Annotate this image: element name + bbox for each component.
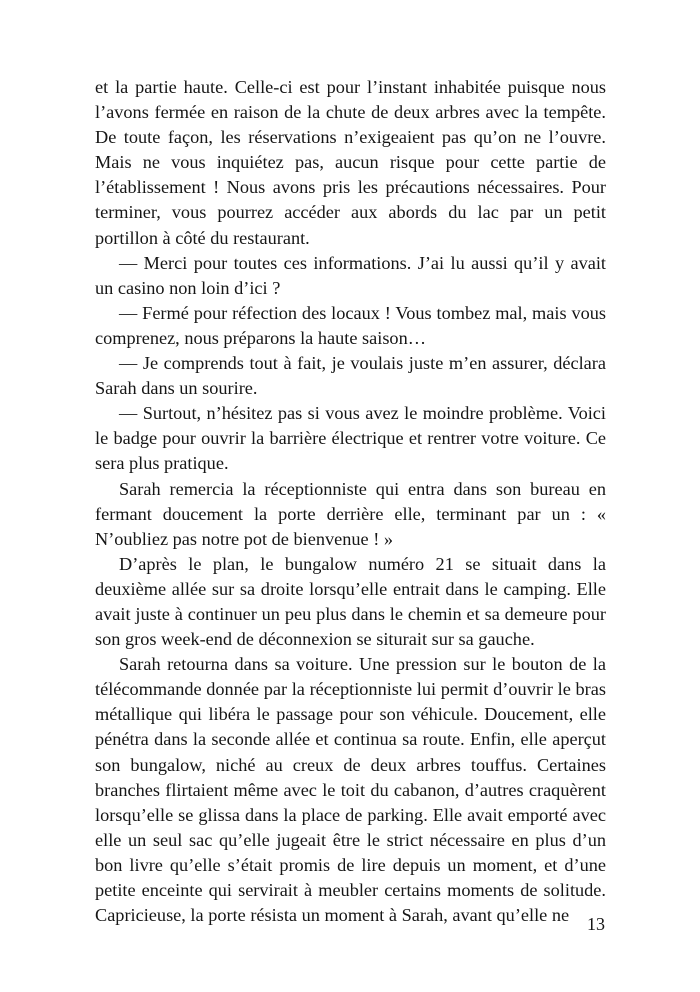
page-number: 13 (587, 914, 605, 934)
narrative-paragraph: D’après le plan, le bungalow numéro 21 se situait dans la deuxième allée sur sa droite lorsqu’elle entrait dans le camping. Elle avait juste à continuer un peu plus dans le chemin et sa demeure pour son gros week-end de déconnexion se siturait sur sa gauche. (95, 553, 606, 650)
dialogue-paragraph: — Fermé pour réfection des locaux ! Vous tombez mal, mais vous comprenez, nous préparons la haute saison… (95, 302, 606, 348)
dialogue-paragraph: — Surtout, n’hésitez pas si vous avez le moindre problème. Voici le badge pour ouvrir la barrière électrique et rentrer votre voiture. Ce sera plus pratique. (95, 403, 606, 474)
narrative-paragraph: Sarah remercia la réceptionniste qui entra dans son bureau en fermant doucement la porte derrière elle, terminant par un : « N’oubliez pas notre pot de bienvenue ! » (95, 478, 606, 549)
body-text (95, 75, 606, 928)
paragraph-continued: et la partie haute. Celle-ci est pour l’instant inhabitée puisque nous l’avons fermée en raison de la chute de deux arbres avec la tempête. De toute façon, les réservations n’exigeaient pas qu’on ne l’ouvre. Mais ne vous inquiétez pas, aucun risque pour cette partie de l’établissement ! Nous avons pris les précautions nécessaires. Pour terminer, vous pourrez accéder aux abords du lac par un petit portillon à côté du restaurant. (95, 77, 606, 248)
narrative-paragraph: Sarah retourna dans sa voiture. Une pression sur le bouton de la télécommande donnée par la réceptionniste lui permit d’ouvrir le bras métallique qui libéra le passage pour son véhicule. Doucement, elle pénétra dans la seconde allée et continua sa route. Enfin, elle aperçut son bungalow, niché au creux de deux arbres touffus. Certaines branches flirtaient même avec le toit du cabanon, d’autres craquèrent lorsqu’elle se glissa dans la place de parking. Elle avait emporté avec elle un seul sac qu’elle jugeait être le strict nécessaire en plus d’un bon livre qu’elle s’était promis de lire depuis un moment, et d’une petite enceinte qui servirait à meubler certains moments de solitude. Capricieuse, la porte résista un moment à Sarah, avant qu’elle ne (95, 654, 606, 926)
dialogue-paragraph: — Je comprends tout à fait, je voulais juste m’en assurer, déclara Sarah dans un sourire. (95, 353, 606, 399)
dialogue-paragraph: — Merci pour toutes ces informations. J’ai lu aussi qu’il y avait un casino non loin d’ici ? (95, 252, 606, 298)
